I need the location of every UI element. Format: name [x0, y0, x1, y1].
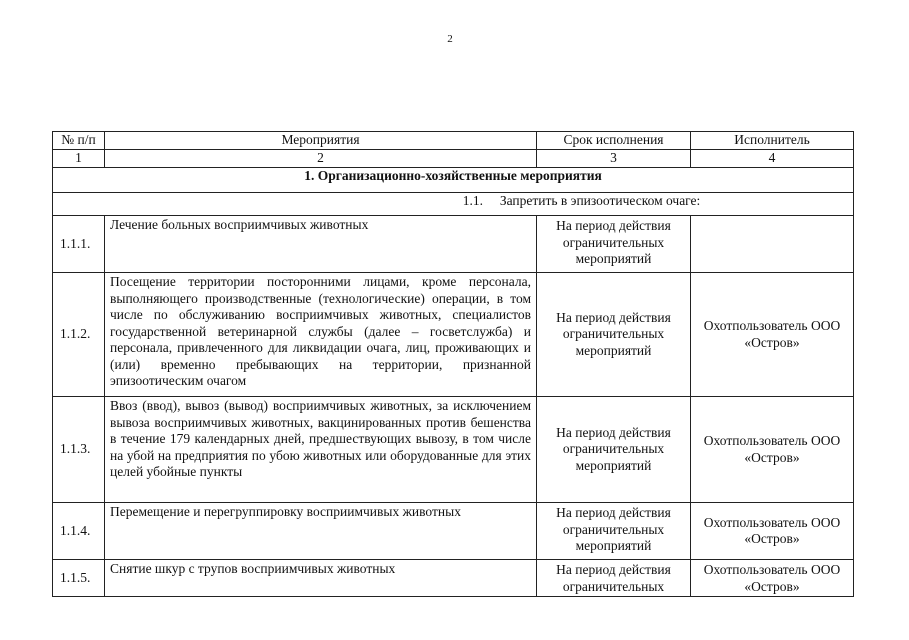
row-executor	[691, 216, 854, 273]
table-row	[53, 216, 854, 273]
column-number: 4	[691, 150, 854, 168]
column-number: 2	[105, 150, 537, 168]
column-numbers-row	[53, 150, 854, 168]
row-number: 1.1.2.	[53, 273, 105, 397]
row-executor: Охотпользователь ООО «Остров»	[691, 560, 854, 597]
subsection-title: 1.1. Запретить в эпизоотическом очаге:	[53, 193, 854, 216]
table-row	[53, 397, 854, 503]
row-number: 1.1.4.	[53, 503, 105, 560]
subsection-row	[53, 193, 854, 216]
page-number: 2	[447, 33, 453, 45]
row-executor: Охотпользователь ООО «Остров»	[691, 397, 854, 503]
column-number: 1	[53, 150, 105, 168]
table-row	[53, 503, 854, 560]
row-number: 1.1.3.	[53, 397, 105, 503]
row-term: На период действия ограничительных мероприятий	[537, 273, 691, 397]
row-executor: Охотпользователь ООО «Остров»	[691, 503, 854, 560]
column-number: 3	[537, 150, 691, 168]
header-num: № п/п	[53, 132, 105, 150]
row-term: На период действия ограничительных	[537, 560, 691, 597]
row-activity: Посещение территории посторонними лицами, кроме персонала, выполняющего производственные (технологические) операции, в том числе по обслуживанию восприимчивых животных, специалистов государственной ветеринарной службы (далее – госветслужба) и персонала, привлеченного для ликвидации очага, лиц, проживающих и (или) временно пребывающих на территории, признанной эпизоотическим очагом	[105, 273, 537, 397]
row-term: На период действия ограничительных мероприятий	[537, 503, 691, 560]
measures-table	[52, 131, 854, 597]
table-row	[53, 560, 854, 597]
table-header-row	[53, 132, 854, 150]
row-activity: Лечение больных восприимчивых животных	[105, 216, 537, 273]
row-activity: Перемещение и перегруппировку восприимчивых животных	[105, 503, 537, 560]
header-activity: Мероприятия	[105, 132, 537, 150]
table-row	[53, 273, 854, 397]
section-title: 1. Организационно-хозяйственные мероприятия	[53, 168, 854, 193]
row-activity: Ввоз (ввод), вывоз (вывод) восприимчивых животных, за исключением вывоза восприимчивых животных, вакцинированных против бешенства в течение 179 календарных дней, предшествующих вывозу, в том числе на убой на предприятия по убою животных или оборудованные для этих целей убойные пункты	[105, 397, 537, 503]
row-number: 1.1.5.	[53, 560, 105, 597]
row-activity: Снятие шкур с трупов восприимчивых животных	[105, 560, 537, 597]
header-executor: Исполнитель	[691, 132, 854, 150]
row-term: На период действия ограничительных мероприятий	[537, 397, 691, 503]
section-row	[53, 168, 854, 193]
row-term: На период действия ограничительных мероприятий	[537, 216, 691, 273]
row-executor: Охотпользователь ООО «Остров»	[691, 273, 854, 397]
header-term: Срок исполнения	[537, 132, 691, 150]
row-number: 1.1.1.	[53, 216, 105, 273]
